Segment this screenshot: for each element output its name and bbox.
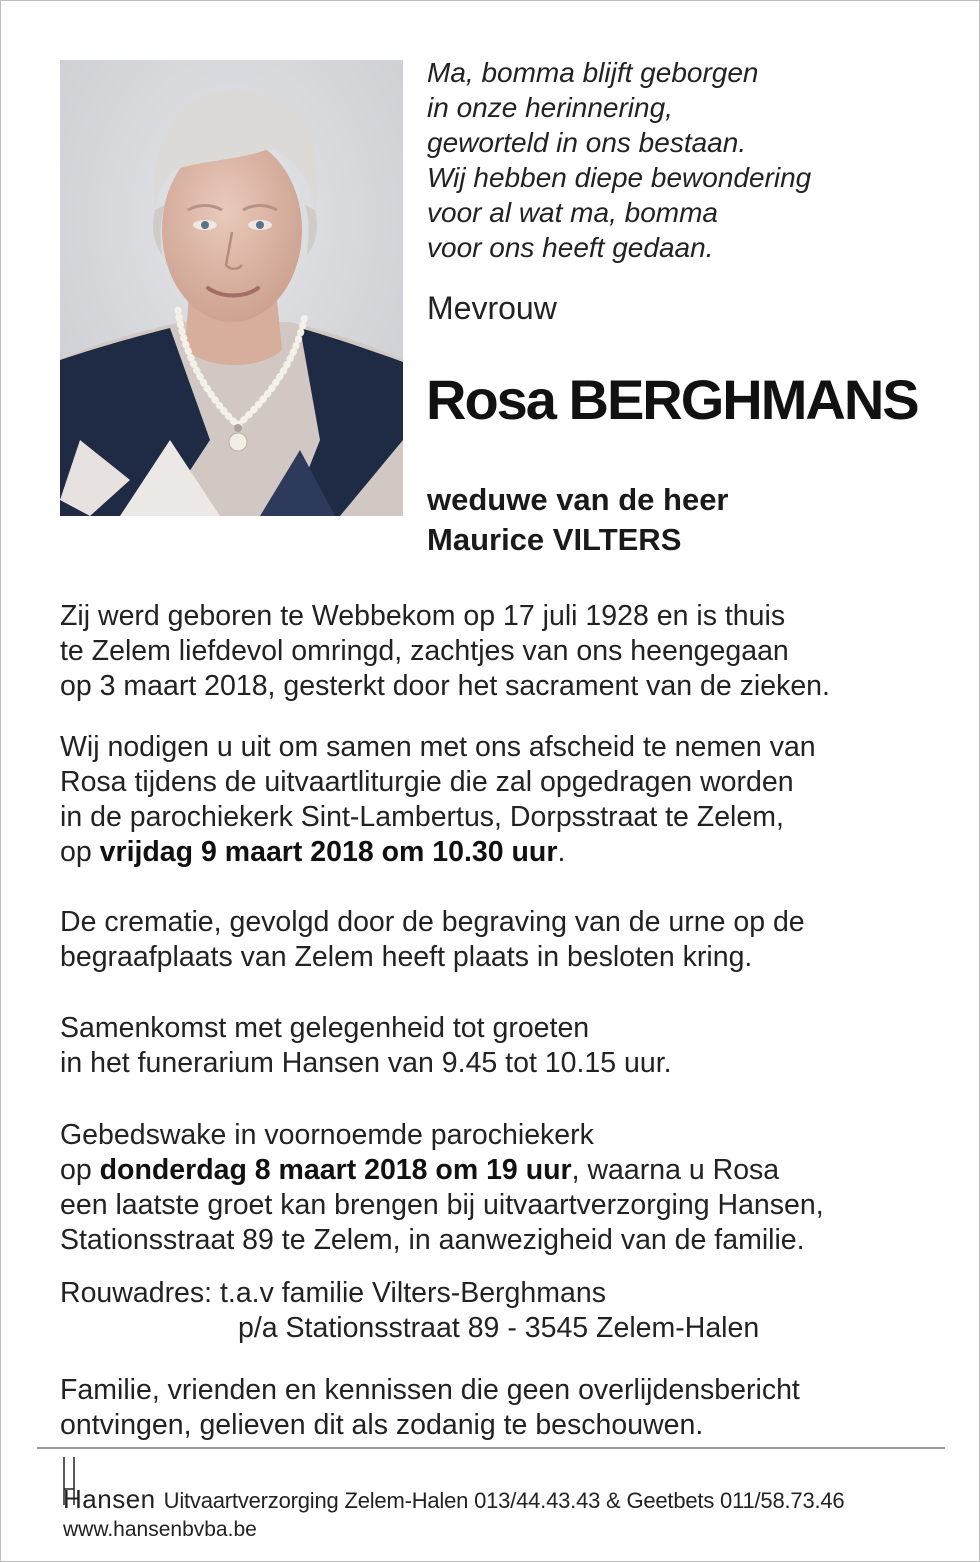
- poem-line: in onze herinnering,: [427, 92, 673, 123]
- cremation-paragraph: [60, 905, 805, 975]
- portrait-photo: [60, 60, 403, 516]
- text-line: Rosa tijdens de uitvaartliturgie die zal opgedragen worden: [60, 766, 794, 798]
- funeral-paragraph: [60, 730, 816, 870]
- poem-line: voor al wat ma, bomma: [427, 197, 718, 228]
- text-prefix: op: [60, 836, 100, 868]
- text-line: De crematie, gevolgd door de begraving van de urne op de: [60, 906, 805, 938]
- poem-line: Wij hebben diepe bewondering: [427, 162, 812, 193]
- deceased-name: Rosa BERGHMANS: [426, 368, 918, 431]
- brand-name: Hansen: [63, 1484, 156, 1514]
- footer-divider: [37, 1447, 945, 1449]
- spouse-line: weduwe van de heer: [427, 482, 729, 517]
- birth-paragraph: [60, 599, 830, 704]
- text-line: Samenkomst met gelegenheid tot groeten: [60, 1012, 590, 1044]
- website-link[interactable]: www.hansenbvba.be: [63, 1518, 257, 1541]
- text-line: ontvingen, gelieven dit als zodanig te beschouwen.: [60, 1409, 704, 1441]
- spouse-name: Maurice VILTERS: [427, 522, 682, 557]
- text-line: Wij nodigen u uit om samen met ons afscheid te nemen van: [60, 731, 816, 763]
- poem-line: Ma, bomma blijft geborgen: [427, 57, 759, 88]
- vigil-paragraph: [60, 1118, 824, 1258]
- spouse-info: [427, 480, 729, 560]
- mourning-address: [60, 1276, 759, 1346]
- text-suffix: , waarna u Rosa: [571, 1154, 780, 1186]
- text-line: te Zelem liefdevol omringd, zachtjes van ons heengegaan: [60, 635, 789, 667]
- funeral-home-footer: [63, 1484, 844, 1515]
- poem-line: voor ons heeft gedaan.: [427, 232, 714, 263]
- closing-paragraph: [60, 1373, 800, 1443]
- text-line: begraafplaats van Zelem heeft plaats in besloten kring.: [60, 941, 753, 973]
- text-line: een laatste groet kan brengen bij uitvaartverzorging Hansen,: [60, 1189, 824, 1221]
- text-line: in het funerarium Hansen van 9.45 tot 10.15 uur.: [60, 1047, 672, 1079]
- poem-line: geworteld in ons bestaan.: [427, 127, 747, 158]
- text-line: Zij werd geboren te Webbekom op 17 juli 1928 en is thuis: [60, 600, 786, 632]
- text-prefix: op: [60, 1154, 100, 1186]
- text-line: [60, 835, 816, 870]
- text-line: Familie, vrienden en kennissen die geen overlijdensbericht: [60, 1374, 800, 1406]
- text-line: Gebedswake in voornoemde parochiekerk: [60, 1119, 594, 1151]
- memorial-poem: [427, 55, 947, 265]
- text-line: op 3 maart 2018, gesterkt door het sacrament van de zieken.: [60, 670, 830, 702]
- funeral-datetime: vrijdag 9 maart 2018 om 10.30 uur: [99, 836, 558, 868]
- text-line: p/a Stationsstraat 89 - 3545 Zelem-Halen: [238, 1312, 760, 1344]
- vigil-datetime: donderdag 8 maart 2018 om 19 uur: [99, 1154, 572, 1186]
- text-line: Stationsstraat 89 te Zelem, in aanwezigheid van de familie.: [60, 1224, 805, 1256]
- footer-contact: Uitvaartverzorging Zelem-Halen 013/44.43.43 & Geetbets 011/58.73.46: [163, 1488, 845, 1513]
- text-line: in de parochiekerk Sint-Lambertus, Dorpsstraat te Zelem,: [60, 801, 784, 833]
- text-line: Rouwadres: t.a.v familie Vilters-Berghmans: [60, 1277, 606, 1309]
- portrait-illustration: [60, 60, 403, 516]
- gathering-paragraph: [60, 1011, 672, 1081]
- text-suffix: .: [557, 836, 566, 868]
- salutation: Mevrouw: [427, 290, 557, 326]
- text-line: [60, 1153, 824, 1188]
